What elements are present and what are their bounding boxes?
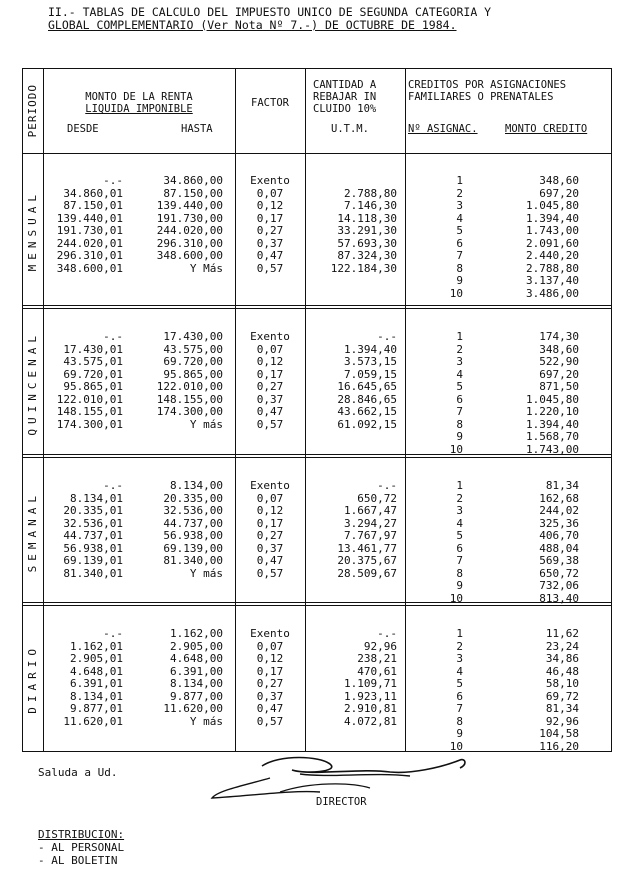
desde-cell: 69.139,01 bbox=[63, 554, 123, 567]
credit-amount-cell: 116,20 bbox=[539, 739, 579, 753]
cantidad-cell: 7.059,15 bbox=[344, 367, 397, 381]
credit-amount-cell: 522,90 bbox=[539, 355, 579, 368]
asignac-cell: 4 bbox=[456, 516, 463, 530]
factor-cell: 0,12 bbox=[256, 355, 284, 368]
credit-amount-cell: 3.137,40 bbox=[526, 274, 579, 287]
period-label bbox=[23, 153, 43, 309]
asignac-cell: 10 bbox=[449, 286, 463, 300]
asignac-cell: 3 bbox=[456, 199, 463, 212]
cantidad-cell: 238,21 bbox=[357, 652, 397, 665]
credit-amount-cell: 1.568,70 bbox=[526, 430, 579, 443]
credit-amount-cell: 813,40 bbox=[539, 591, 579, 605]
asignac-cell: 6 bbox=[456, 541, 463, 555]
hasta-cell: 244.020,00 bbox=[156, 224, 223, 237]
factor-cell: 0,07 bbox=[256, 639, 284, 653]
hasta-cell: 174.300,00 bbox=[156, 405, 223, 418]
asignac-cell: 9 bbox=[456, 274, 463, 287]
asignac-cell: 5 bbox=[456, 380, 463, 393]
desde-cell: -.- bbox=[103, 330, 123, 343]
factor-cell: 0,17 bbox=[256, 664, 284, 678]
desde-cell: 4.648,01 bbox=[70, 664, 123, 678]
asignac-cell: 7 bbox=[456, 405, 463, 418]
asignac-cell: 3 bbox=[456, 504, 463, 517]
credit-amount-cell: 81,34 bbox=[545, 479, 579, 492]
asignac-cell: 6 bbox=[456, 689, 463, 703]
credit-amount-cell: 697,20 bbox=[539, 367, 579, 381]
factor-cell: 0,12 bbox=[256, 652, 284, 665]
factor-cell: 0,07 bbox=[256, 491, 284, 505]
cantidad-cell: 470,61 bbox=[357, 664, 397, 678]
cantidad-cell: 28.509,67 bbox=[337, 566, 397, 580]
credit-amount-cell: 2.440,20 bbox=[526, 249, 579, 262]
cantidad-cell: 87.324,30 bbox=[337, 249, 397, 262]
cantidad-cell: -.- bbox=[377, 330, 397, 343]
cantidad-cell: 122.184,30 bbox=[330, 261, 397, 275]
cantidad-cell: 43.662,15 bbox=[337, 405, 397, 418]
hasta-cell: 95.865,00 bbox=[163, 367, 223, 381]
credit-amount-cell: 488,04 bbox=[539, 541, 579, 555]
hasta-cell: 6.391,00 bbox=[170, 664, 223, 678]
credit-amount-cell: 162,68 bbox=[539, 491, 579, 505]
asignac-cell: 9 bbox=[456, 579, 463, 592]
hasta-cell: 43.575,00 bbox=[163, 342, 223, 356]
desde-cell: 81.340,01 bbox=[63, 566, 123, 580]
asignac-cell: 8 bbox=[456, 417, 463, 431]
credit-amount-cell: 1.045,80 bbox=[526, 199, 579, 212]
factor-cell: 0,17 bbox=[256, 367, 284, 381]
factor-cell: 0,47 bbox=[256, 405, 284, 418]
factor-cell: 0,57 bbox=[256, 714, 284, 728]
factor-cell: 0,12 bbox=[256, 504, 284, 517]
desde-cell: 122.010,01 bbox=[56, 392, 123, 406]
asignac-cell: 6 bbox=[456, 236, 463, 250]
factor-cell: 0,27 bbox=[256, 529, 284, 542]
desde-cell: 8.134,01 bbox=[70, 689, 123, 703]
credit-amount-cell: 1.743,00 bbox=[526, 224, 579, 237]
hasta-cell: 8.134,00 bbox=[170, 677, 223, 690]
header-rule bbox=[23, 153, 611, 154]
hasta-cell: 69.139,00 bbox=[163, 541, 223, 555]
period-text: MENSUAL bbox=[26, 190, 39, 272]
hasta-cell: 56.938,00 bbox=[163, 529, 223, 542]
desde-cell: 11.620,01 bbox=[63, 714, 123, 728]
factor-cell: 0,27 bbox=[256, 224, 284, 237]
hasta-cell: 44.737,00 bbox=[163, 516, 223, 530]
desde-cell: 6.391,01 bbox=[70, 677, 123, 690]
desde-cell: 95.865,01 bbox=[63, 380, 123, 393]
asignac-cell: 5 bbox=[456, 224, 463, 237]
factor-cell: 0,12 bbox=[256, 199, 284, 212]
asignac-cell: 5 bbox=[456, 677, 463, 690]
cantidad-cell: 16.645,65 bbox=[337, 380, 397, 393]
cantidad-cell: 57.693,30 bbox=[337, 236, 397, 250]
desde-cell: 87.150,01 bbox=[63, 199, 123, 212]
desde-cell: 1.162,01 bbox=[70, 639, 123, 653]
hasta-cell: 69.720,00 bbox=[163, 355, 223, 368]
hasta-cell: Y Más bbox=[189, 261, 223, 275]
asignac-cell: 7 bbox=[456, 554, 463, 567]
credit-amount-cell: 11,62 bbox=[545, 627, 579, 640]
asignac-cell: 9 bbox=[456, 430, 463, 443]
cantidad-cell: 28.846,65 bbox=[337, 392, 397, 406]
hasta-cell: 20.335,00 bbox=[163, 491, 223, 505]
distribution-item-1: - AL PERSONAL bbox=[38, 841, 125, 854]
factor-cell: 0,17 bbox=[256, 516, 284, 530]
factor-cell: 0,37 bbox=[256, 541, 284, 555]
desde-cell: 148.155,01 bbox=[56, 405, 123, 418]
cantidad-cell: 33.291,30 bbox=[337, 224, 397, 237]
cantidad-cell: 3.294,27 bbox=[344, 516, 397, 530]
credit-amount-cell: 732,06 bbox=[539, 579, 579, 592]
distribution-item-2: - AL BOLETIN bbox=[38, 854, 118, 867]
asignac-cell: 7 bbox=[456, 249, 463, 262]
credit-amount-cell: 2.788,80 bbox=[526, 261, 579, 275]
title-line-1: II.- TABLAS DE CALCULO DEL IMPUESTO UNICO DE SEGUNDA CATEGORIA Y bbox=[48, 5, 492, 19]
credit-amount-cell: 23,24 bbox=[545, 639, 579, 653]
col-divider-periodo bbox=[43, 69, 44, 751]
factor-cell: 0,47 bbox=[256, 702, 284, 715]
credit-amount-cell: 348,60 bbox=[539, 174, 579, 187]
factor-cell: 0,37 bbox=[256, 392, 284, 406]
desde-cell: 34.860,01 bbox=[63, 186, 123, 200]
hasta-cell: 2.905,00 bbox=[170, 639, 223, 653]
hasta-cell: 4.648,00 bbox=[170, 652, 223, 665]
factor-cell: 0,27 bbox=[256, 677, 284, 690]
period-label bbox=[23, 309, 43, 458]
director-label: DIRECTOR bbox=[316, 796, 367, 808]
desde-cell: -.- bbox=[103, 174, 123, 187]
credit-amount-cell: 58,10 bbox=[545, 677, 579, 690]
hasta-cell: 296.310,00 bbox=[156, 236, 223, 250]
cantidad-cell: 7.767,97 bbox=[344, 529, 397, 542]
credit-amount-cell: 1.743,00 bbox=[526, 442, 579, 456]
factor-cell: 0,57 bbox=[256, 261, 284, 275]
desde-cell: 17.430,01 bbox=[63, 342, 123, 356]
cantidad-cell: 13.461,77 bbox=[337, 541, 397, 555]
cantidad-cell: 14.118,30 bbox=[337, 211, 397, 225]
credit-amount-cell: 348,60 bbox=[539, 342, 579, 356]
factor-cell: 0,47 bbox=[256, 249, 284, 262]
hasta-cell: 148.155,00 bbox=[156, 392, 223, 406]
header-hasta: HASTA bbox=[181, 123, 213, 135]
header-monto-credito: MONTO CREDITO bbox=[505, 123, 588, 135]
cantidad-cell: 1.109,71 bbox=[344, 677, 397, 690]
factor-cell: Exento bbox=[250, 479, 290, 492]
credit-amount-cell: 2.091,60 bbox=[526, 236, 579, 250]
desde-cell: 69.720,01 bbox=[63, 367, 123, 381]
asignac-cell: 4 bbox=[456, 664, 463, 678]
desde-cell: 9.877,01 bbox=[70, 702, 123, 715]
asignac-cell: 4 bbox=[456, 367, 463, 381]
asignac-cell: 6 bbox=[456, 392, 463, 406]
period-label bbox=[23, 606, 43, 751]
factor-cell: 0,57 bbox=[256, 417, 284, 431]
cantidad-cell: 650,72 bbox=[357, 491, 397, 505]
desde-cell: 20.335,01 bbox=[63, 504, 123, 517]
asignac-cell: 8 bbox=[456, 714, 463, 728]
asignac-cell: 10 bbox=[449, 739, 463, 753]
header-creditos: CREDITOS POR ASIGNACIONES FAMILIARES O PRENATALES bbox=[408, 79, 567, 103]
credit-amount-cell: 1.394,40 bbox=[526, 211, 579, 225]
hasta-cell: 139.440,00 bbox=[156, 199, 223, 212]
credit-amount-cell: 92,96 bbox=[545, 714, 579, 728]
asignac-cell: 4 bbox=[456, 211, 463, 225]
hasta-cell: 122.010,00 bbox=[156, 380, 223, 393]
credit-amount-cell: 46,48 bbox=[545, 664, 579, 678]
credit-amount-cell: 697,20 bbox=[539, 186, 579, 200]
header-factor: FACTOR bbox=[251, 97, 289, 109]
desde-cell: 174.300,01 bbox=[56, 417, 123, 431]
factor-cell: Exento bbox=[250, 627, 290, 640]
credit-amount-cell: 1.220,10 bbox=[526, 405, 579, 418]
hasta-cell: 81.340,00 bbox=[163, 554, 223, 567]
asignac-cell: 3 bbox=[456, 355, 463, 368]
credit-amount-cell: 1.394,40 bbox=[526, 417, 579, 431]
document-title bbox=[48, 6, 491, 32]
credit-amount-cell: 406,70 bbox=[539, 529, 579, 542]
credit-amount-cell: 1.045,80 bbox=[526, 392, 579, 406]
credit-amount-cell: 34,86 bbox=[545, 652, 579, 665]
factor-cell: 0,07 bbox=[256, 342, 284, 356]
title-line-2: GLOBAL COMPLEMENTARIO (Ver Nota Nº 7.-) DE OCTUBRE DE 1984. bbox=[48, 18, 457, 32]
factor-cell: Exento bbox=[250, 174, 290, 187]
factor-cell: 0,37 bbox=[256, 236, 284, 250]
cantidad-cell: 61.092,15 bbox=[337, 417, 397, 431]
hasta-cell: Y más bbox=[189, 417, 223, 431]
asignac-cell: 2 bbox=[456, 186, 463, 200]
hasta-cell: 34.860,00 bbox=[163, 174, 223, 187]
factor-cell: 0,37 bbox=[256, 689, 284, 703]
cantidad-cell: 1.667,47 bbox=[344, 504, 397, 517]
factor-cell: 0,07 bbox=[256, 186, 284, 200]
distribution-heading: DISTRIBUCION: bbox=[38, 828, 125, 841]
asignac-cell: 8 bbox=[456, 566, 463, 580]
asignac-cell: 7 bbox=[456, 702, 463, 715]
desde-cell: 44.737,01 bbox=[63, 529, 123, 542]
asignac-cell: 9 bbox=[456, 727, 463, 740]
desde-cell: 348.600,01 bbox=[56, 261, 123, 275]
section-divider bbox=[23, 308, 611, 309]
credit-amount-cell: 325,36 bbox=[539, 516, 579, 530]
cantidad-cell: -.- bbox=[377, 479, 397, 492]
cantidad-cell: 4.072,81 bbox=[344, 714, 397, 728]
hasta-cell: Y más bbox=[189, 566, 223, 580]
period-text: SEMANAL bbox=[26, 491, 39, 573]
cantidad-cell: 1.923,11 bbox=[344, 689, 397, 703]
asignac-cell: 2 bbox=[456, 639, 463, 653]
cantidad-cell: 92,96 bbox=[363, 639, 397, 653]
distribution-block bbox=[38, 828, 124, 867]
asignac-cell: 1 bbox=[456, 330, 463, 343]
desde-cell: 139.440,01 bbox=[56, 211, 123, 225]
credit-amount-cell: 104,58 bbox=[539, 727, 579, 740]
factor-cell: Exento bbox=[250, 330, 290, 343]
hasta-cell: 32.536,00 bbox=[163, 504, 223, 517]
credit-amount-cell: 3.486,00 bbox=[526, 286, 579, 300]
factor-cell: 0,27 bbox=[256, 380, 284, 393]
hasta-cell: 87.150,00 bbox=[163, 186, 223, 200]
section-divider bbox=[23, 605, 611, 606]
cantidad-cell: 3.573,15 bbox=[344, 355, 397, 368]
hasta-cell: 191.730,00 bbox=[156, 211, 223, 225]
hasta-cell: 9.877,00 bbox=[170, 689, 223, 703]
desde-cell: -.- bbox=[103, 479, 123, 492]
header-utm: U.T.M. bbox=[331, 123, 369, 135]
asignac-cell: 10 bbox=[449, 591, 463, 605]
header-cantidad: CANTIDAD A REBAJAR IN CLUIDO 10% bbox=[313, 79, 377, 115]
desde-cell: 56.938,01 bbox=[63, 541, 123, 555]
closing-greeting: Saluda a Ud. bbox=[38, 766, 118, 779]
asignac-cell: 10 bbox=[449, 442, 463, 456]
period-text: DIARIO bbox=[26, 643, 39, 714]
desde-cell: 8.134,01 bbox=[70, 491, 123, 505]
cantidad-cell: 7.146,30 bbox=[344, 199, 397, 212]
factor-cell: 0,47 bbox=[256, 554, 284, 567]
desde-cell: 296.310,01 bbox=[56, 249, 123, 262]
credit-amount-cell: 174,30 bbox=[539, 330, 579, 343]
desde-cell: 244.020,01 bbox=[56, 236, 123, 250]
hasta-cell: 8.134,00 bbox=[170, 479, 223, 492]
asignac-cell: 1 bbox=[456, 174, 463, 187]
asignac-cell: 5 bbox=[456, 529, 463, 542]
desde-cell: 191.730,01 bbox=[56, 224, 123, 237]
section-divider bbox=[23, 305, 611, 306]
factor-cell: 0,57 bbox=[256, 566, 284, 580]
cantidad-cell: 20.375,67 bbox=[337, 554, 397, 567]
asignac-cell: 8 bbox=[456, 261, 463, 275]
credit-amount-cell: 69,72 bbox=[545, 689, 579, 703]
cantidad-cell: -.- bbox=[377, 627, 397, 640]
hasta-cell: 17.430,00 bbox=[163, 330, 223, 343]
header-periodo: PERIODO bbox=[26, 84, 39, 138]
asignac-cell: 1 bbox=[456, 479, 463, 492]
credit-amount-cell: 650,72 bbox=[539, 566, 579, 580]
asignac-cell: 3 bbox=[456, 652, 463, 665]
asignac-cell: 2 bbox=[456, 491, 463, 505]
asignac-cell: 2 bbox=[456, 342, 463, 356]
header-asignac: Nº ASIGNAC. bbox=[408, 123, 478, 135]
period-label bbox=[23, 458, 43, 606]
cantidad-cell: 2.788,80 bbox=[344, 186, 397, 200]
section-divider bbox=[23, 457, 611, 458]
credit-amount-cell: 244,02 bbox=[539, 504, 579, 517]
credit-amount-cell: 871,50 bbox=[539, 380, 579, 393]
hasta-cell: Y más bbox=[189, 714, 223, 728]
desde-cell: 32.536,01 bbox=[63, 516, 123, 530]
hasta-cell: 1.162,00 bbox=[170, 627, 223, 640]
factor-cell: 0,17 bbox=[256, 211, 284, 225]
period-text: QUINCENAL bbox=[26, 331, 39, 436]
cantidad-cell: 2.910,81 bbox=[344, 702, 397, 715]
desde-cell: 2.905,01 bbox=[70, 652, 123, 665]
asignac-cell: 1 bbox=[456, 627, 463, 640]
hasta-cell: 348.600,00 bbox=[156, 249, 223, 262]
desde-cell: 43.575,01 bbox=[63, 355, 123, 368]
header-desde: DESDE bbox=[67, 123, 99, 135]
credit-amount-cell: 81,34 bbox=[545, 702, 579, 715]
section-divider bbox=[23, 602, 611, 603]
desde-cell: -.- bbox=[103, 627, 123, 640]
section-divider bbox=[23, 454, 611, 455]
tax-table bbox=[22, 68, 612, 752]
credit-amount-cell: 569,38 bbox=[539, 554, 579, 567]
hasta-cell: 11.620,00 bbox=[163, 702, 223, 715]
cantidad-cell: 1.394,40 bbox=[344, 342, 397, 356]
header-monto: MONTO DE LA RENTA LIQUIDA IMPONIBLE bbox=[85, 91, 193, 115]
